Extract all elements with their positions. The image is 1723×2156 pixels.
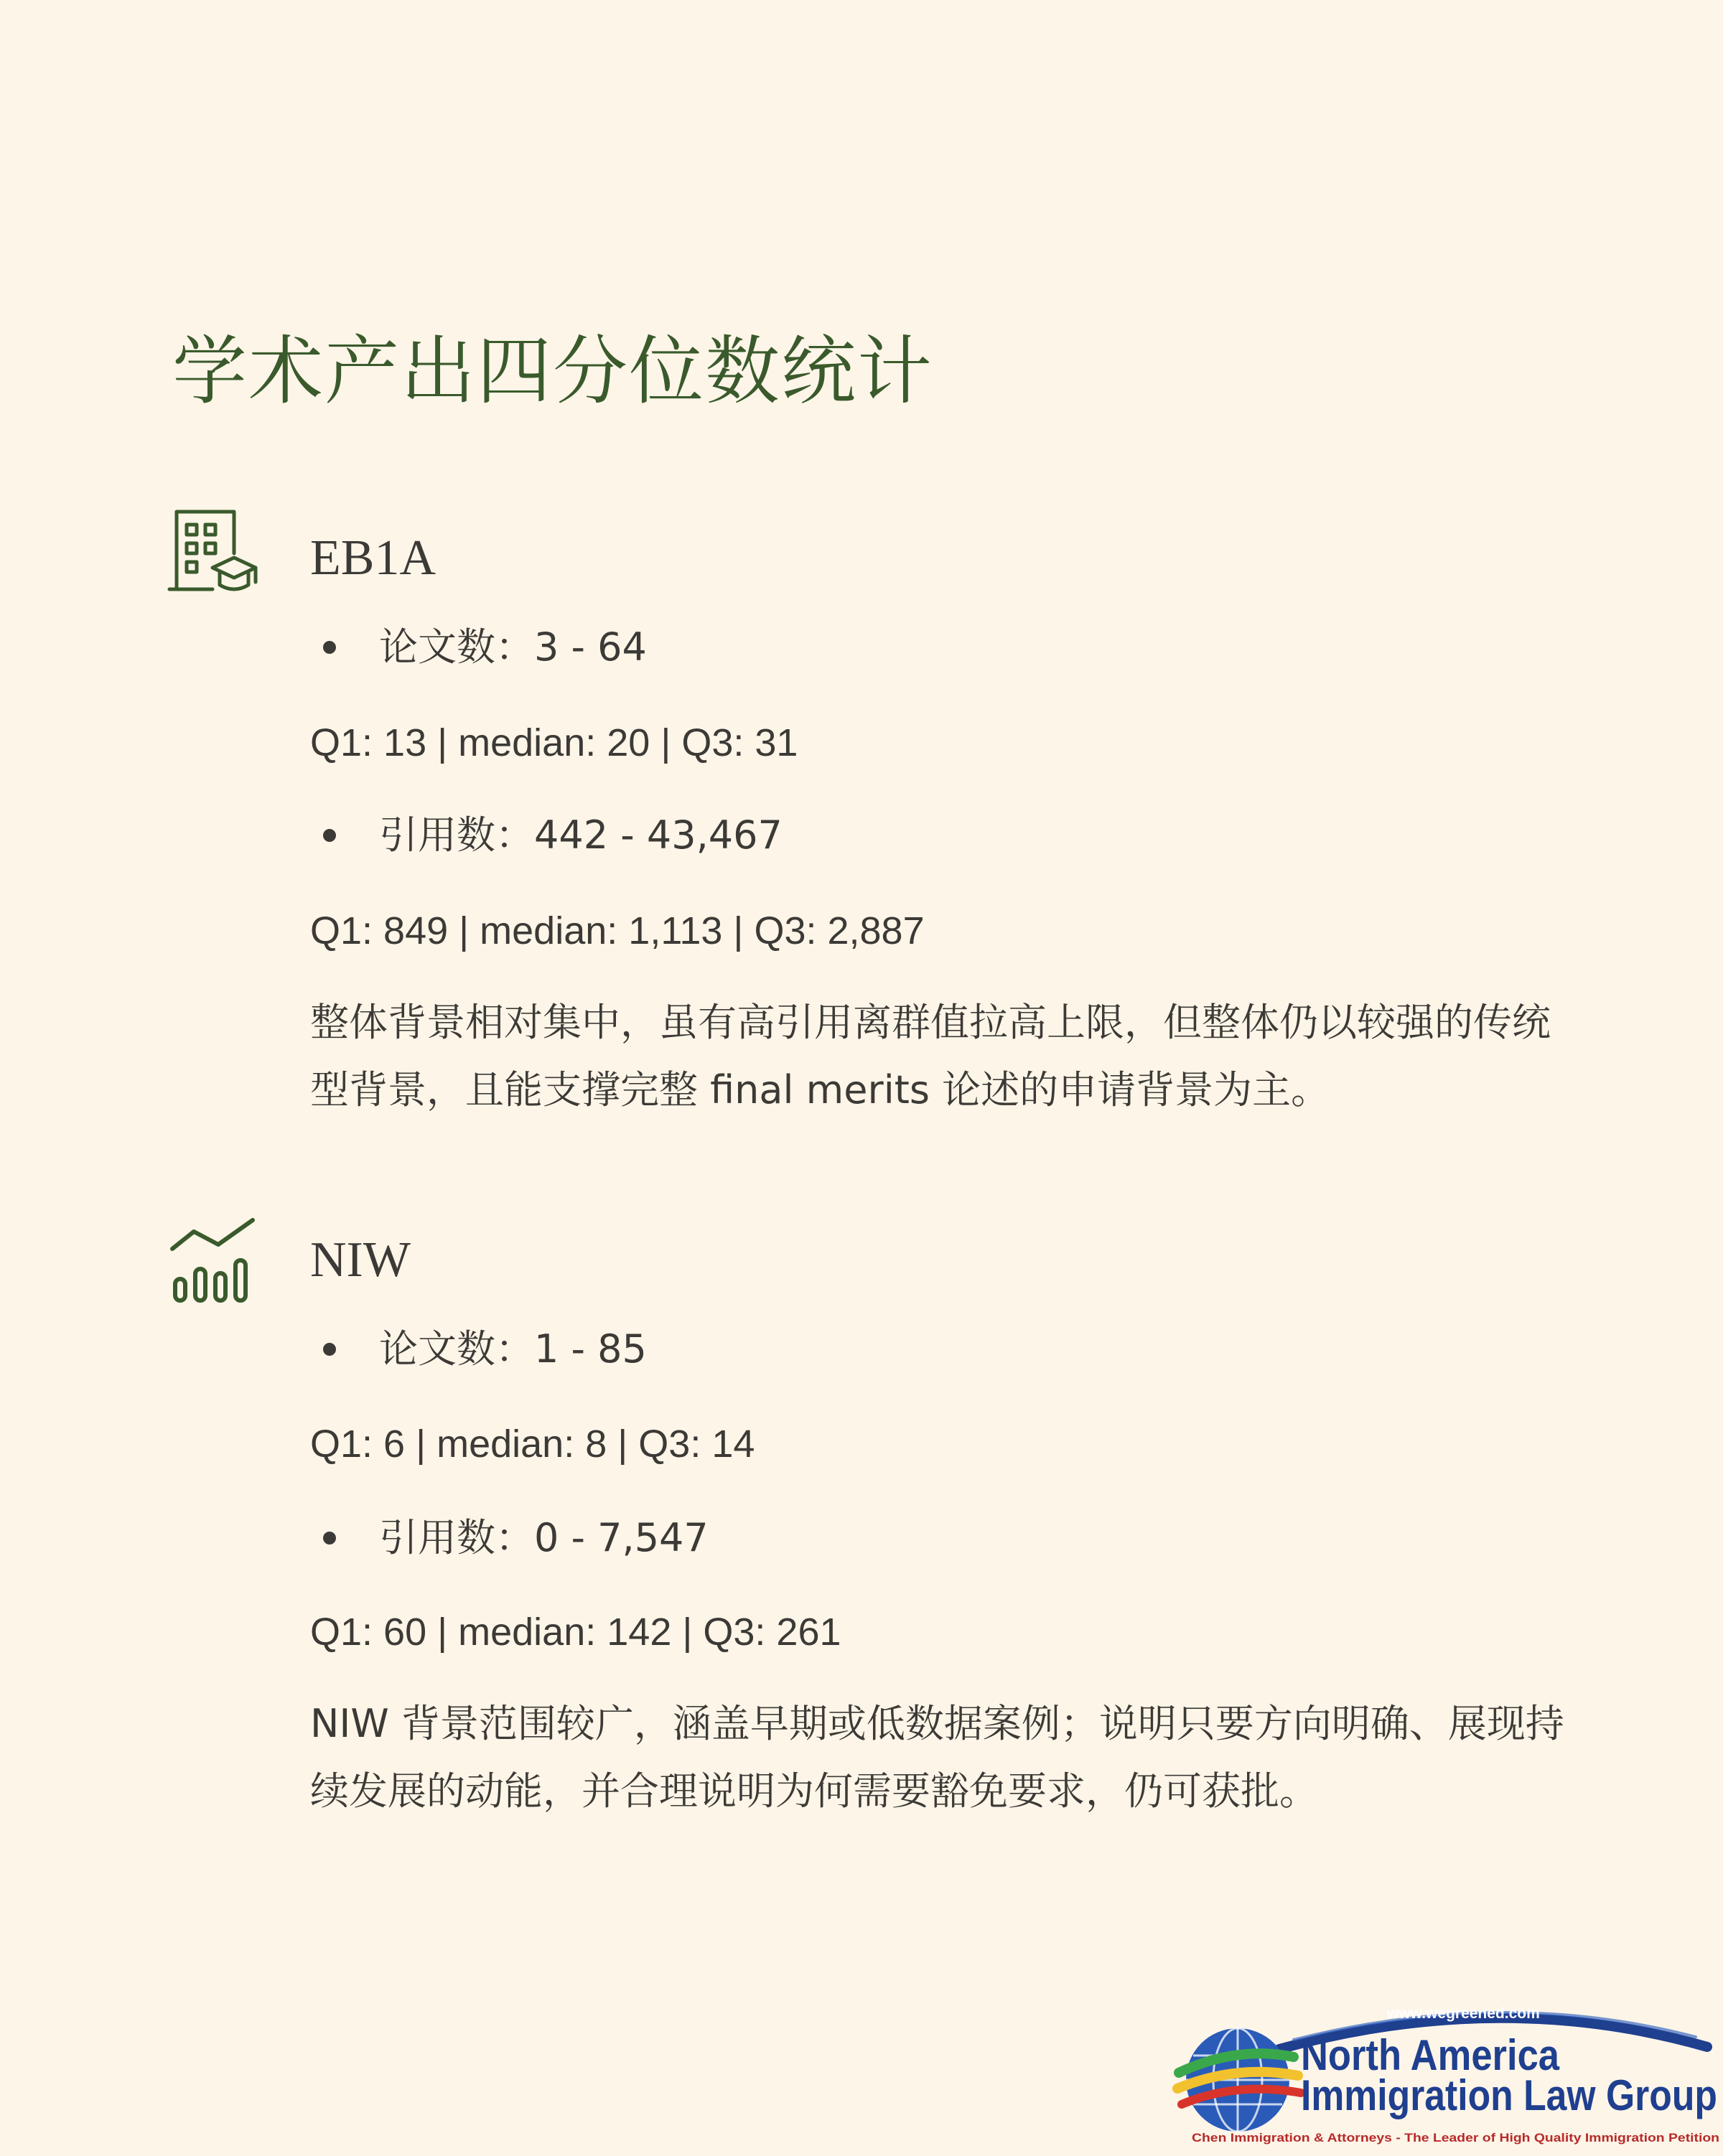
logo-line-2: Immigration Law Group [1301,2071,1717,2119]
citation-count-quartiles: Q1: 849 | median: 1,113 | Q3: 2,887 [310,909,925,952]
bullet-dot [323,641,336,654]
page-title: 学术产出四分位数统计 [172,327,934,415]
citation-count-range: 引用数：0 - 7,547 [379,1515,709,1560]
logo-tagline: Chen Immigration & Attorneys - The Leader of High Quality Immigration Petition [1192,2131,1719,2145]
section-summary-niw: NIW 背景范围较广，涵盖早期或低数据案例；说明只要方向明确、展现持续发展的动能，并合理说明为何需要豁免要求，仍可获批。 [310,1701,1564,1814]
bullet-dot [323,829,336,842]
growth-chart-icon [167,1213,260,1306]
paper-count-range: 论文数：3 - 64 [379,624,647,670]
bullet-dot [323,1532,336,1545]
citation-count-range: 引用数：442 - 43,467 [379,812,783,858]
paper-count-quartiles: Q1: 6 | median: 8 | Q3: 14 [310,1423,755,1466]
section-heading-niw: NIW [310,1232,411,1288]
academic-building-icon [167,506,260,599]
bullet-dot [323,1343,336,1356]
paper-count-quartiles: Q1: 13 | median: 20 | Q3: 31 [310,721,798,764]
section-heading-eb1a: EB1A [310,530,436,586]
section-summary-eb1a: 整体背景相对集中，虽有高引用离群值拉高上限，但整体仍以较强的传统型背景，且能支撑完整 final merits 论述的申请背景为主。 [310,1000,1551,1112]
citation-count-quartiles: Q1: 60 | median: 142 | Q3: 261 [310,1611,841,1654]
company-logo [1172,1995,1723,2153]
paper-count-range: 论文数：1 - 85 [379,1326,647,1372]
logo-line-1: North America [1301,2031,1560,2079]
logo-url: www.wegreened.com [1387,2005,1540,2022]
